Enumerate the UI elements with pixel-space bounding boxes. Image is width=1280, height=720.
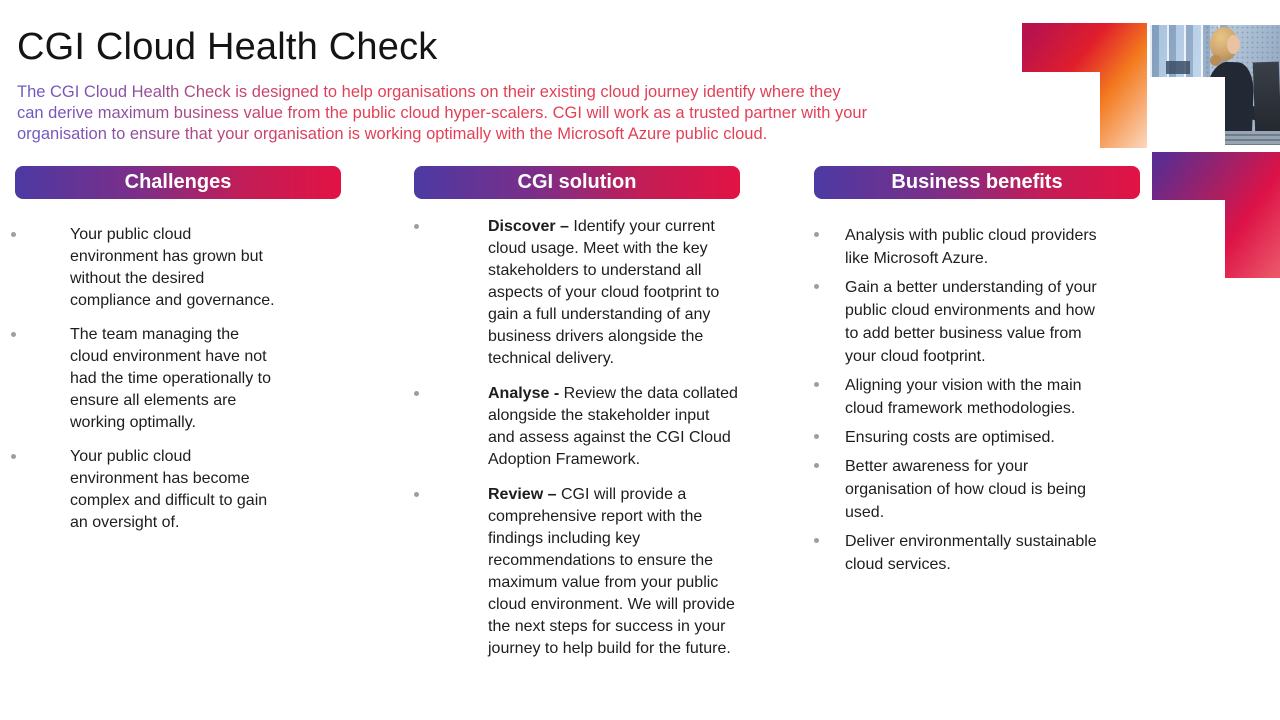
column-challenges	[15, 166, 341, 546]
intro-line-2: can derive maximum business value from the public cloud hyper-scalers. CGI will work as a trusted partner with your	[17, 103, 962, 124]
bullet-dot	[414, 224, 419, 229]
cgi-solution-header: CGI solution	[414, 166, 740, 199]
bullet-text: Review – CGI will provide a comprehensive report with the findings including key recommendations to ensure the maximum value from your public cloud environment. We will provide the next steps for success in your journey to help build for the future.	[488, 486, 735, 657]
bullet-text: Your public cloud environment has grown but without the desired compliance and governance.	[70, 226, 275, 309]
bullet-text: Discover – Identify your current cloud usage. Meet with the key stakeholders to understand all aspects of your cloud footprint to gain a full understanding of any business drivers alongside the technical delivery.	[488, 218, 720, 367]
bullet-text: Your public cloud environment has become complex and difficult to gain an oversight of.	[70, 448, 268, 531]
bullet-text: Analysis with public cloud providers like Microsoft Azure.	[845, 227, 1097, 267]
bullet-item	[414, 216, 740, 370]
bullet-dot	[814, 232, 819, 237]
page-title: CGI Cloud Health Check	[17, 26, 438, 68]
bullet-item	[15, 446, 280, 534]
bullet-lead: Analyse -	[488, 385, 564, 402]
bullet-dot	[414, 492, 419, 497]
orange-L-shape	[1022, 23, 1147, 148]
bullet-dot	[814, 434, 819, 439]
bullet-item	[414, 383, 740, 471]
bullet-item	[814, 455, 1099, 524]
bullet-dot	[814, 463, 819, 468]
bullet-text: The team managing the cloud environment have not had the time operationally to ensure all elements are working optimally.	[70, 326, 272, 431]
challenges-list	[15, 224, 341, 534]
bullet-dot	[814, 382, 819, 387]
bullet-lead: Discover –	[488, 218, 574, 235]
bullet-dot	[11, 454, 16, 459]
column-cgi-solution	[414, 166, 740, 673]
bullet-item	[814, 374, 1099, 420]
bullet-text: Ensuring costs are optimised.	[845, 429, 1055, 446]
bullet-text: Analyse - Review the data collated alongside the stakeholder input and assess against the CGI Cloud Adoption Framework.	[488, 385, 738, 468]
bullet-text: Aligning your vision with the main cloud framework methodologies.	[845, 377, 1082, 417]
person-hair-bun	[1210, 55, 1221, 66]
bullet-item	[414, 484, 740, 660]
cgi-solution-list	[414, 216, 740, 660]
bullet-dot	[814, 284, 819, 289]
bullet-item	[814, 426, 1099, 449]
bullet-lead: Review –	[488, 486, 561, 503]
distant-monitor	[1166, 61, 1190, 74]
intro-line-1: The CGI Cloud Health Check is designed to help organisations on their existing cloud journey identify where they	[17, 82, 962, 103]
business-benefits-header: Business benefits	[814, 166, 1140, 199]
intro-line-3: organisation to ensure that your organisation is working optimally with the Microsoft Azure public cloud.	[17, 124, 962, 145]
bullet-item	[814, 530, 1099, 576]
bullet-text: Deliver environmentally sustainable cloud services.	[845, 533, 1097, 573]
bullet-item	[15, 324, 280, 434]
bullet-text: Better awareness for your organisation of how cloud is being used.	[845, 458, 1087, 521]
bullet-text: Gain a better understanding of your public cloud environments and how to add better business value from your cloud footprint.	[845, 279, 1097, 365]
bullet-dot	[11, 332, 16, 337]
challenges-header: Challenges	[15, 166, 341, 199]
bullet-dot	[814, 538, 819, 543]
bullet-item	[15, 224, 280, 312]
purple-red-L-shape	[1152, 152, 1280, 278]
person-face	[1227, 35, 1240, 54]
bullet-dot	[414, 391, 419, 396]
intro-paragraph	[17, 82, 962, 145]
bullet-dot	[11, 232, 16, 237]
computer-monitor	[1253, 62, 1280, 135]
